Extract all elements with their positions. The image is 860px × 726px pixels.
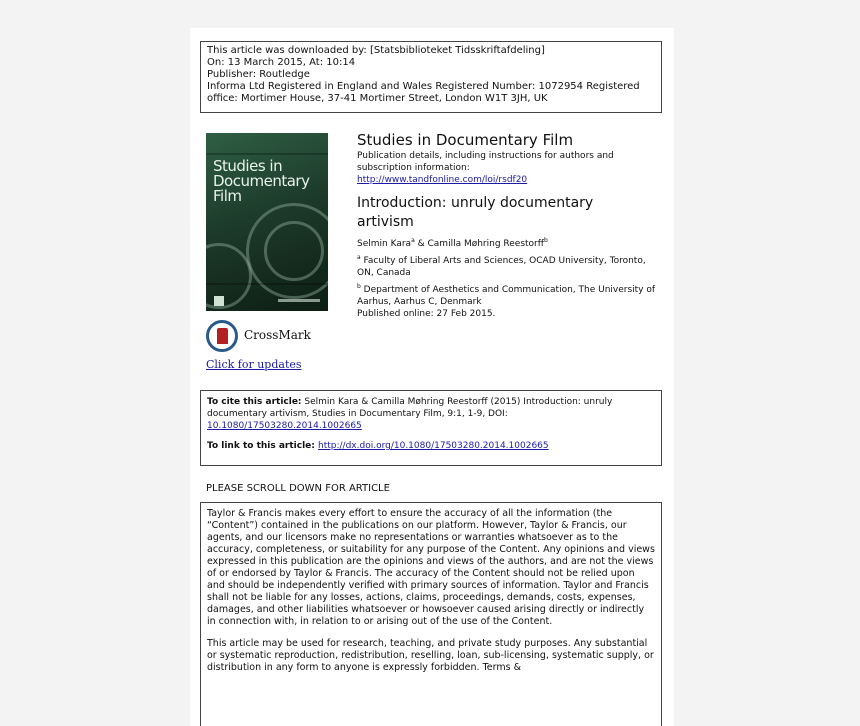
author-name: Camilla Møhring Reestorff	[427, 239, 544, 249]
author-sup: a	[411, 237, 415, 244]
author-separator: &	[414, 239, 428, 249]
download-info-box	[200, 41, 662, 113]
author-line	[357, 235, 657, 250]
cite-text: Selmin Kara & Camilla Møhring Reestorff (2015) Introduction: unruly documentary artivism, Studies in Documentary Film, 9:1, 1-9, DOI:	[207, 397, 613, 419]
doi-link[interactable]: 10.1080/17503280.2014.1002665	[207, 421, 362, 431]
document-page	[190, 28, 674, 726]
aff-sup: b	[357, 283, 361, 290]
author-sup: b	[543, 237, 548, 244]
publication-details	[357, 150, 637, 186]
aff-text: Department of Aesthetics and Communication, The University of Aarhus, Aarhus C, Denmark	[357, 285, 656, 307]
cover-title-line: Documentary	[213, 172, 310, 190]
registration-line: Informa Ltd Registered in England and Wales Registered Number: 1072954 Registered	[207, 81, 640, 92]
crossmark-badge[interactable]	[206, 320, 316, 356]
download-date-line: On: 13 March 2015, At: 10:14	[207, 57, 356, 68]
camera-lens-inner-shape	[264, 221, 324, 281]
link-paragraph	[207, 440, 655, 452]
cover-stripe	[206, 283, 328, 285]
aff-text: Faculty of Liberal Arts and Sciences, OCAD University, Toronto, ON, Canada	[357, 256, 646, 278]
cover-stripe	[206, 153, 328, 155]
cover-title-line: Studies in	[213, 157, 283, 175]
doi-url-link[interactable]: http://dx.doi.org/10.1080/17503280.2014.1002665	[318, 441, 549, 451]
citation-box	[200, 390, 662, 466]
office-line: office: Mortimer House, 37-41 Mortimer Street, London W1T 3JH, UK	[207, 93, 548, 104]
disclaimer-paragraph: This article may be used for research, teaching, and private study purposes. Any substantial or systematic reproduction, redistribution, reselling, loan, sub-licensing, systematic supply, or distribution in any form to anyone is expressly forbidden. Terms &	[207, 638, 654, 673]
crossmark-label: CrossMark	[244, 328, 311, 342]
disclaimer-box	[200, 502, 662, 726]
journal-cover-image	[206, 133, 328, 311]
publisher-logo-icon	[214, 296, 224, 306]
click-for-updates-link[interactable]: Click for updates	[206, 358, 302, 371]
published-date: Published online: 27 Feb 2015.	[357, 309, 496, 319]
publication-details-text: Publication details, including instructions for authors and subscription information:	[357, 151, 614, 173]
journal-title: Studies in Documentary Film	[357, 131, 574, 149]
disclaimer-paragraph: Taylor & Francis makes every effort to ensure the accuracy of all the information (the “Content”) contained in the publications on our platform. However, Taylor & Francis, our agents, and our licensors make no representations or warranties whatsoever as to the accuracy, completeness, or suitability for any purpose of the Content. Any opinions and views expressed in this publication are the opinions and views of the authors, and are not the views of or endorsed by Taylor & Francis. The accuracy of the Content should not be relied upon and should be independently verified with primary sources of information. Taylor and Francis shall not be liable for any losses, actions, claims, proceedings, demands, costs, expenses, damages, and other liabilities whatsoever or howsoever caused arising directly or indirectly in connection with, in relation to or arising out of the use of the Content.	[207, 508, 655, 627]
aff-sup: a	[357, 254, 361, 261]
cite-label: To cite this article:	[207, 397, 302, 407]
scroll-notice: PLEASE SCROLL DOWN FOR ARTICLE	[206, 483, 390, 494]
download-line: This article was downloaded by: [Statsbiblioteket Tidsskriftafdeling]	[207, 45, 545, 56]
affiliation-a	[357, 252, 657, 279]
article-title: Introduction: unruly documentary artivism	[357, 195, 594, 230]
link-label: To link to this article:	[207, 441, 319, 451]
author-name: Selmin Kara	[357, 239, 412, 249]
cover-title-line: Film	[213, 187, 242, 205]
cover-title	[213, 159, 323, 204]
cite-paragraph	[207, 396, 655, 432]
crossmark-icon	[206, 320, 238, 352]
publisher-line: Publisher: Routledge	[207, 69, 310, 80]
journal-url-link[interactable]: http://www.tandfonline.com/loi/rsdf20	[357, 175, 528, 185]
cover-fine-print	[278, 299, 320, 302]
author-block	[357, 235, 657, 320]
affiliation-b	[357, 281, 657, 308]
